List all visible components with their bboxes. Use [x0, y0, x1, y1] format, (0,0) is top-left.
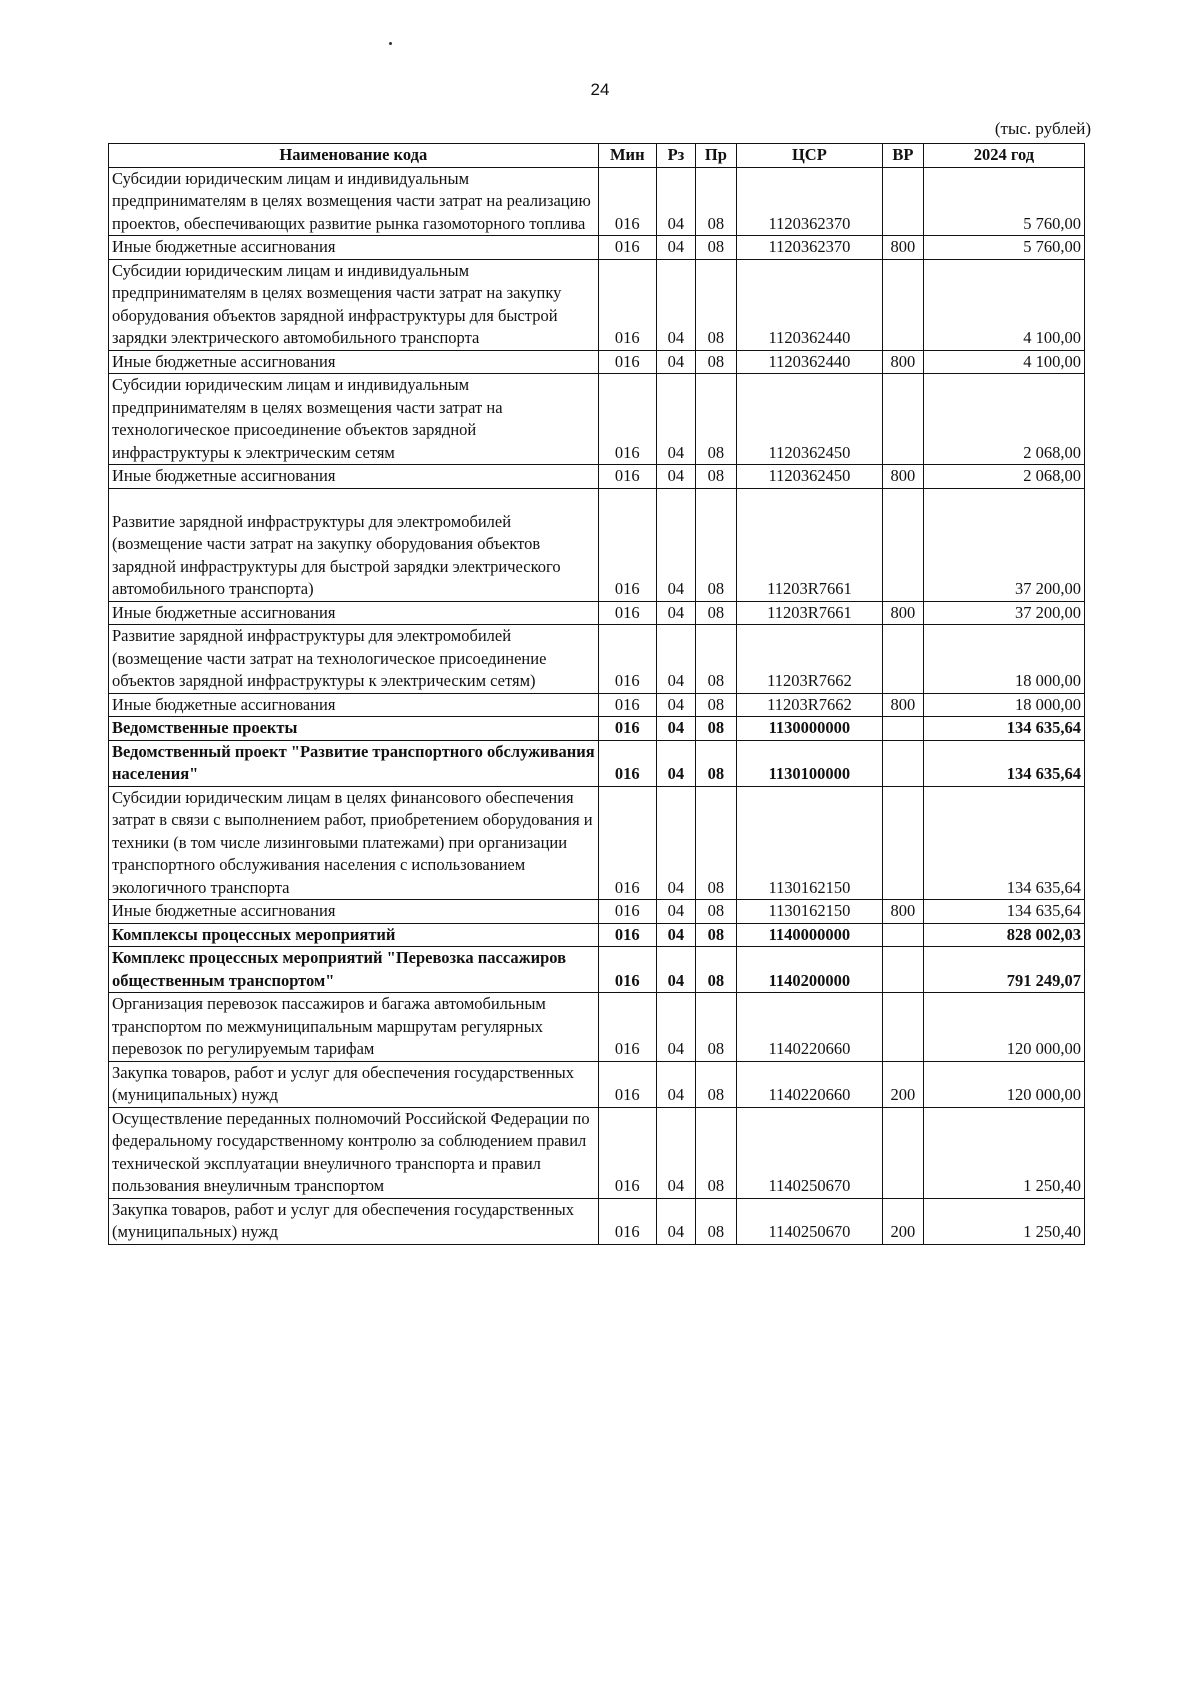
row-csr: 1120362440 — [736, 259, 882, 350]
row-name: Закупка товаров, работ и услуг для обеспечения государственных (муниципальных) нужд — [109, 1198, 599, 1244]
row-pr: 08 — [695, 236, 736, 260]
row-vr: 800 — [882, 601, 923, 625]
table-row — [109, 693, 1085, 717]
row-pr: 08 — [695, 488, 736, 601]
row-min: 016 — [598, 693, 656, 717]
row-amount: 134 635,64 — [923, 900, 1084, 924]
row-name: Иные бюджетные ассигнования — [109, 900, 599, 924]
row-csr: 1130000000 — [736, 717, 882, 741]
row-min: 016 — [598, 900, 656, 924]
row-csr: 1130162150 — [736, 900, 882, 924]
table-row — [109, 786, 1085, 900]
row-vr — [882, 625, 923, 694]
row-csr: 1140220660 — [736, 993, 882, 1062]
row-vr: 800 — [882, 236, 923, 260]
row-pr: 08 — [695, 947, 736, 993]
row-rz: 04 — [656, 465, 695, 489]
row-rz: 04 — [656, 167, 695, 236]
row-rz: 04 — [656, 786, 695, 900]
row-name: Иные бюджетные ассигнования — [109, 693, 599, 717]
row-vr — [882, 259, 923, 350]
row-pr: 08 — [695, 374, 736, 465]
row-min: 016 — [598, 374, 656, 465]
row-vr: 800 — [882, 693, 923, 717]
row-pr: 08 — [695, 601, 736, 625]
row-name: Субсидии юридическим лицам и индивидуальным предпринимателям в целях возмещения части затрат на реализацию проектов, обеспечивающих развитие рынка газомоторного топлива — [109, 167, 599, 236]
row-name: Иные бюджетные ассигнования — [109, 601, 599, 625]
row-min: 016 — [598, 236, 656, 260]
row-pr: 08 — [695, 693, 736, 717]
row-vr: 200 — [882, 1198, 923, 1244]
units-label: (тыс. рублей) — [994, 119, 1091, 138]
column-header-name: Наименование кода — [109, 144, 599, 168]
row-csr: 1140250670 — [736, 1107, 882, 1198]
row-rz: 04 — [656, 601, 695, 625]
column-header-pr: Пр — [695, 144, 736, 168]
row-vr — [882, 993, 923, 1062]
row-rz: 04 — [656, 1198, 695, 1244]
row-amount: 791 249,07 — [923, 947, 1084, 993]
row-pr: 08 — [695, 625, 736, 694]
row-pr: 08 — [695, 786, 736, 900]
row-pr: 08 — [695, 167, 736, 236]
row-amount: 5 760,00 — [923, 236, 1084, 260]
row-rz: 04 — [656, 259, 695, 350]
table-header-row — [109, 144, 1085, 168]
row-amount: 18 000,00 — [923, 625, 1084, 694]
row-csr: 1140220660 — [736, 1061, 882, 1107]
row-name: Организация перевозок пассажиров и багажа автомобильным транспортом по межмуниципальным маршрутам регулярных перевозок по регулируемым тарифам — [109, 993, 599, 1062]
row-amount: 1 250,40 — [923, 1198, 1084, 1244]
row-name — [109, 488, 599, 601]
row-amount: 120 000,00 — [923, 993, 1084, 1062]
row-name: Иные бюджетные ассигнования — [109, 350, 599, 374]
column-header-rz: Рз — [656, 144, 695, 168]
table-body — [109, 167, 1085, 1244]
row-name-text: Развитие зарядной инфраструктуры для электромобилей (возмещение части затрат на закупку оборудования объектов зарядной инфраструктуры для быстрой зарядки электрического автомобильного транспорта) — [112, 511, 561, 598]
row-csr: 11203R7661 — [736, 601, 882, 625]
row-rz: 04 — [656, 1061, 695, 1107]
row-pr: 08 — [695, 1198, 736, 1244]
row-pr: 08 — [695, 740, 736, 786]
row-amount: 828 002,03 — [923, 923, 1084, 947]
row-amount: 2 068,00 — [923, 465, 1084, 489]
row-csr: 1140200000 — [736, 947, 882, 993]
row-name: Субсидии юридическим лицам и индивидуальным предпринимателям в целях возмещения части затрат на технологическое присоединение объектов зарядной инфраструктуры к электрическим сетям — [109, 374, 599, 465]
row-csr: 1120362440 — [736, 350, 882, 374]
row-amount: 18 000,00 — [923, 693, 1084, 717]
row-vr: 200 — [882, 1061, 923, 1107]
row-amount: 134 635,64 — [923, 786, 1084, 900]
table-row — [109, 900, 1085, 924]
row-vr — [882, 947, 923, 993]
row-name: Развитие зарядной инфраструктуры для электромобилей (возмещение части затрат на технологическое присоединение объектов зарядной инфраструктуры к электрическим сетям) — [109, 625, 599, 694]
row-csr: 1140250670 — [736, 1198, 882, 1244]
row-pr: 08 — [695, 350, 736, 374]
budget-table — [108, 143, 1085, 1245]
row-rz: 04 — [656, 923, 695, 947]
row-rz: 04 — [656, 693, 695, 717]
table-row — [109, 601, 1085, 625]
row-min: 016 — [598, 465, 656, 489]
row-pr: 08 — [695, 717, 736, 741]
row-rz: 04 — [656, 993, 695, 1062]
row-rz: 04 — [656, 947, 695, 993]
row-name: Ведомственный проект "Развитие транспортного обслуживания населения" — [109, 740, 599, 786]
table-row — [109, 374, 1085, 465]
row-csr: 1130100000 — [736, 740, 882, 786]
row-pr: 08 — [695, 923, 736, 947]
row-csr: 11203R7662 — [736, 693, 882, 717]
row-min: 016 — [598, 488, 656, 601]
row-amount: 37 200,00 — [923, 601, 1084, 625]
table-row — [109, 259, 1085, 350]
row-vr: 800 — [882, 900, 923, 924]
table-row — [109, 923, 1085, 947]
row-min: 016 — [598, 625, 656, 694]
row-vr — [882, 374, 923, 465]
row-amount: 2 068,00 — [923, 374, 1084, 465]
row-min: 016 — [598, 717, 656, 741]
row-min: 016 — [598, 786, 656, 900]
table-row — [109, 167, 1085, 236]
row-rz: 04 — [656, 740, 695, 786]
table-row — [109, 1107, 1085, 1198]
row-vr — [882, 488, 923, 601]
row-rz: 04 — [656, 900, 695, 924]
table-row — [109, 236, 1085, 260]
row-vr — [882, 1107, 923, 1198]
table-row — [109, 465, 1085, 489]
row-csr: 1120362450 — [736, 374, 882, 465]
row-name: Комплекс процессных мероприятий "Перевозка пассажиров общественным транспортом" — [109, 947, 599, 993]
row-min: 016 — [598, 923, 656, 947]
row-min: 016 — [598, 259, 656, 350]
row-csr: 11203R7662 — [736, 625, 882, 694]
row-amount: 120 000,00 — [923, 1061, 1084, 1107]
row-rz: 04 — [656, 350, 695, 374]
row-min: 016 — [598, 740, 656, 786]
row-csr: 1130162150 — [736, 786, 882, 900]
row-min: 016 — [598, 167, 656, 236]
row-rz: 04 — [656, 488, 695, 601]
table-row — [109, 947, 1085, 993]
table-row — [109, 625, 1085, 694]
row-vr: 800 — [882, 465, 923, 489]
table-row — [109, 740, 1085, 786]
row-min: 016 — [598, 1198, 656, 1244]
row-vr — [882, 167, 923, 236]
row-min: 016 — [598, 350, 656, 374]
row-rz: 04 — [656, 717, 695, 741]
row-name: Иные бюджетные ассигнования — [109, 465, 599, 489]
row-pr: 08 — [695, 1107, 736, 1198]
row-amount: 134 635,64 — [923, 740, 1084, 786]
row-amount: 4 100,00 — [923, 259, 1084, 350]
row-min: 016 — [598, 993, 656, 1062]
row-rz: 04 — [656, 1107, 695, 1198]
page-number: 24 — [590, 80, 610, 99]
row-name: Закупка товаров, работ и услуг для обеспечения государственных (муниципальных) нужд — [109, 1061, 599, 1107]
row-rz: 04 — [656, 236, 695, 260]
table-row — [109, 993, 1085, 1062]
row-csr: 1120362370 — [736, 236, 882, 260]
row-vr — [882, 740, 923, 786]
row-amount: 5 760,00 — [923, 167, 1084, 236]
row-amount: 1 250,40 — [923, 1107, 1084, 1198]
row-name: Иные бюджетные ассигнования — [109, 236, 599, 260]
table-row — [109, 1198, 1085, 1244]
row-name: Субсидии юридическим лицам в целях финансового обеспечения затрат в связи с выполнением работ, приобретением оборудования и техники (в том числе лизинговыми платежами) при организации транспортного обслуживания населения с использованием экологичного транспорта — [109, 786, 599, 900]
row-csr: 1140000000 — [736, 923, 882, 947]
row-rz: 04 — [656, 625, 695, 694]
row-min: 016 — [598, 1061, 656, 1107]
row-pr: 08 — [695, 993, 736, 1062]
row-pr: 08 — [695, 465, 736, 489]
column-header-min: Мин — [598, 144, 656, 168]
row-min: 016 — [598, 1107, 656, 1198]
row-vr — [882, 717, 923, 741]
column-header-csr: ЦСР — [736, 144, 882, 168]
column-header-year: 2024 год — [923, 144, 1084, 168]
row-amount: 134 635,64 — [923, 717, 1084, 741]
row-csr: 1120362450 — [736, 465, 882, 489]
table-row — [109, 1061, 1085, 1107]
row-name: Комплексы процессных мероприятий — [109, 923, 599, 947]
column-header-vr: ВР — [882, 144, 923, 168]
row-name: Субсидии юридическим лицам и индивидуальным предпринимателям в целях возмещения части затрат на закупку оборудования объектов зарядной инфраструктуры для быстрой зарядки электрического автомобильного транспорта — [109, 259, 599, 350]
row-amount: 4 100,00 — [923, 350, 1084, 374]
row-min: 016 — [598, 601, 656, 625]
row-name: Осуществление переданных полномочий Российской Федерации по федеральному государственному контролю за соблюдением правил технической эксплуатации внеуличного транспорта и правил пользования внеуличным транспортом — [109, 1107, 599, 1198]
row-pr: 08 — [695, 900, 736, 924]
row-csr: 1120362370 — [736, 167, 882, 236]
row-csr: 11203R7661 — [736, 488, 882, 601]
table-row — [109, 350, 1085, 374]
row-pr: 08 — [695, 259, 736, 350]
row-rz: 04 — [656, 374, 695, 465]
table-row — [109, 717, 1085, 741]
table-row — [109, 488, 1085, 601]
row-amount: 37 200,00 — [923, 488, 1084, 601]
scan-speck — [389, 42, 392, 45]
row-name: Ведомственные проекты — [109, 717, 599, 741]
row-vr — [882, 786, 923, 900]
row-vr: 800 — [882, 350, 923, 374]
row-vr — [882, 923, 923, 947]
row-min: 016 — [598, 947, 656, 993]
row-pr: 08 — [695, 1061, 736, 1107]
